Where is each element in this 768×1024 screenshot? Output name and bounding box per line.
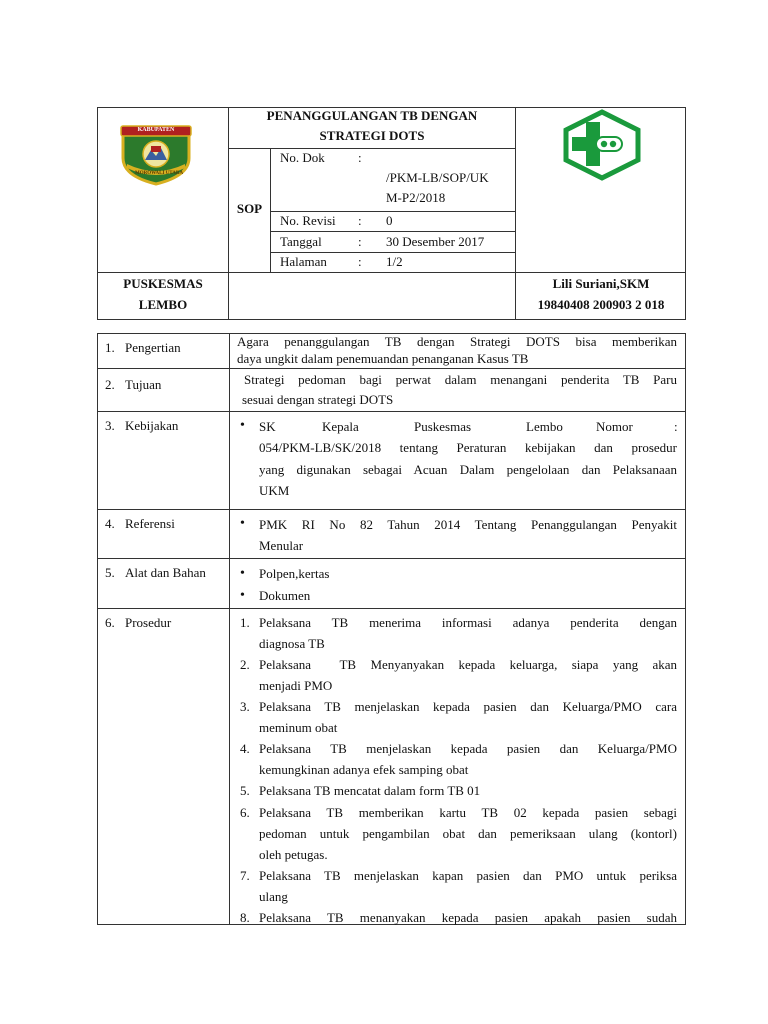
- alat-item-2: Dokumen: [259, 588, 311, 603]
- row-number: 5.: [105, 565, 115, 580]
- step-1-line-2: diagnosa TB: [259, 636, 325, 651]
- doc-number-value-2: M-P2/2018: [386, 190, 446, 205]
- step-7-line-1: Pelaksana TB menjelaskan kapan pasien dan PMO untuk periksa: [259, 868, 677, 883]
- kebijakan-word: Lembo: [526, 419, 563, 434]
- step-number: 6.: [240, 805, 250, 820]
- date-value: 30 Desember 2017: [386, 234, 485, 249]
- tujuan-line-2: sesuai dengan strategi DOTS: [242, 392, 394, 407]
- pengertian-line-1: Agara penanggulangan TB dengan Strategi DOTS bisa memberikan: [237, 334, 677, 349]
- kebijakan-line-2: 054/PKM-LB/SK/2018 tentang Peraturan kebijakan dan prosedur: [259, 440, 677, 455]
- kebijakan-line-4: UKM: [259, 483, 290, 498]
- row-number: 3.: [105, 418, 115, 433]
- revision-label: No. Revisi: [280, 213, 336, 228]
- row-number: 4.: [105, 516, 115, 531]
- step-number: 3.: [240, 699, 250, 714]
- referensi-line-2: Menular: [259, 538, 304, 553]
- row-label-alat-bahan: Alat dan Bahan: [125, 565, 206, 580]
- sop-label: SOP: [236, 201, 263, 216]
- step-number: 1.: [240, 615, 250, 630]
- row-number: 2.: [105, 377, 115, 392]
- doc-number-label: No. Dok: [280, 150, 325, 165]
- signer-nip: 19840408 200903 2 018: [537, 297, 665, 312]
- step-6-line-2: pedoman untuk pengambilan obat dan pemeriksaan ulang (kontorl): [259, 826, 677, 841]
- step-5-line-1: Pelaksana TB mencatat dalam form TB 01: [259, 783, 481, 798]
- kebijakan-word: Nomor: [596, 419, 633, 434]
- step-number: 4.: [240, 741, 250, 756]
- referensi-line-1: PMK RI No 82 Tahun 2014 Tentang Penanggulangan Penyakit: [259, 517, 677, 532]
- doc-number-value-1: /PKM-LB/SOP/UK: [386, 170, 489, 185]
- bullet-icon: •: [240, 516, 245, 531]
- bullet-icon: •: [240, 566, 245, 581]
- row-number: 6.: [105, 615, 115, 630]
- revision-colon: :: [358, 213, 362, 228]
- health-cross-logo: [556, 108, 646, 182]
- step-6-line-1: Pelaksana TB memberikan kartu TB 02 kepada pasien sebagi: [259, 805, 677, 820]
- row-label-referensi: Referensi: [125, 516, 175, 531]
- signer-name: Lili Suriani,SKM: [552, 276, 650, 291]
- org-name-2: LEMBO: [138, 297, 188, 312]
- kebijakan-word: SK: [259, 419, 276, 434]
- tujuan-line-1: Strategi pedoman bagi perwat dalam menangani penderita TB Paru: [244, 372, 677, 387]
- logo-top-text: KABUPATEN: [137, 127, 175, 133]
- row-label-pengertian: Pengertian: [125, 340, 181, 355]
- document-title: PENANGGULANGAN TB DENGAN: [266, 108, 478, 123]
- step-2-line-1: Pelaksana TB Menyanyakan kepada keluarga, siapa yang akan: [259, 657, 677, 672]
- page-label: Halaman: [280, 254, 327, 269]
- alat-item-1: Polpen,kertas: [259, 566, 330, 581]
- kebijakan-word: Kepala: [322, 419, 359, 434]
- logo-bottom-text: MOROWALI UTARA: [135, 171, 184, 176]
- bullet-icon: •: [240, 588, 245, 603]
- kebijakan-line-3: yang digunakan sebagai Acuan Dalam pengelolaan dan Pelaksanaan: [259, 462, 677, 477]
- step-number: 7.: [240, 868, 250, 883]
- step-1-line-1: Pelaksana TB menerima informasi adanya penderita dengan: [259, 615, 677, 630]
- revision-value: 0: [386, 213, 393, 228]
- page-colon: :: [358, 254, 362, 269]
- kebijakan-word: :: [674, 419, 678, 434]
- date-label: Tanggal: [280, 234, 322, 249]
- row-label-prosedur: Prosedur: [125, 615, 172, 630]
- step-number: 5.: [240, 783, 250, 798]
- date-colon: :: [358, 234, 362, 249]
- step-8-line-1: Pelaksana TB menanyakan kepada pasien apakah pasien sudah: [259, 910, 677, 925]
- row-label-kebijakan: Kebijakan: [125, 418, 179, 433]
- step-3-line-1: Pelaksana TB menjelaskan kepada pasien dan Keluarga/PMO cara: [259, 699, 677, 714]
- row-number: 1.: [105, 340, 115, 355]
- kabupaten-logo: [117, 124, 195, 186]
- step-4-line-1: Pelaksana TB menjelaskan kepada pasien dan Keluarga/PMO: [259, 741, 677, 756]
- step-number: 2.: [240, 657, 250, 672]
- step-3-line-2: meminum obat: [259, 720, 338, 735]
- org-name-1: PUSKESMAS: [123, 276, 203, 291]
- step-6-line-3: oleh petugas.: [259, 847, 328, 862]
- page-value: 1/2: [386, 254, 403, 269]
- kebijakan-word: Puskesmas: [414, 419, 472, 434]
- step-2-line-2: menjadi PMO: [259, 678, 333, 693]
- pengertian-line-2: daya ungkit dalam penemuandan penanganan Kasus TB: [237, 351, 529, 366]
- row-label-tujuan: Tujuan: [125, 377, 162, 392]
- step-number: 8.: [240, 910, 250, 925]
- step-7-line-2: ulang: [259, 889, 288, 904]
- bullet-icon: •: [240, 418, 245, 433]
- doc-number-colon: :: [358, 150, 362, 165]
- document-title-2: STRATEGI DOTS: [319, 128, 425, 143]
- step-4-line-2: kemungkinan adanya efek samping obat: [259, 762, 469, 777]
